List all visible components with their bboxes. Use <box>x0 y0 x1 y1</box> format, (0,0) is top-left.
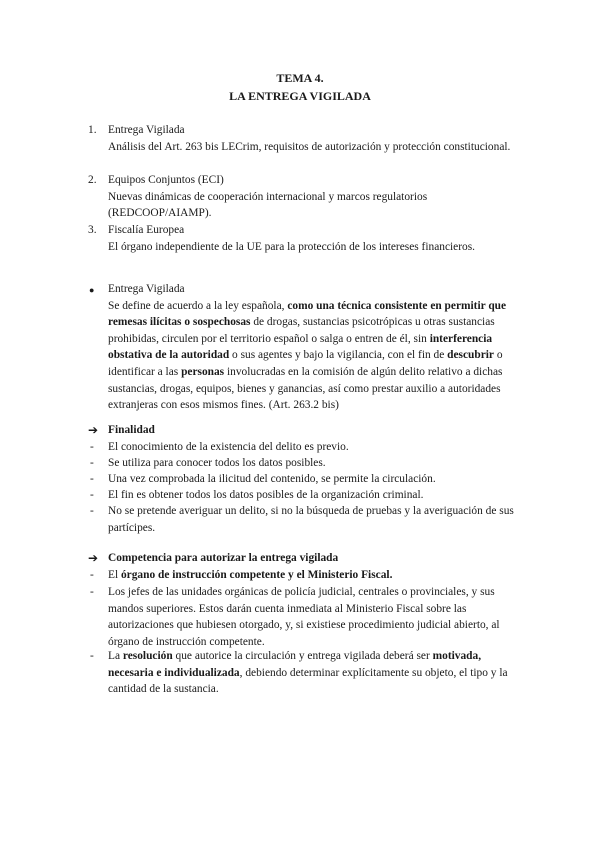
dash-icon: - <box>90 489 94 501</box>
dash-icon: - <box>90 569 94 581</box>
arrow-icon: ➔ <box>88 551 99 565</box>
dash-icon: - <box>90 473 94 485</box>
definition-head: Entrega Vigilada <box>108 283 185 295</box>
outline-num-3: 3. <box>88 224 97 236</box>
finalidad-heading: Finalidad <box>108 424 155 436</box>
dash-icon: - <box>90 586 94 598</box>
outline-head: Fiscalía Europea <box>108 224 185 236</box>
list-item: No se pretende averiguar un delito, si no la búsqueda de pruebas y la averiguación de sus partícipes. <box>108 505 514 534</box>
outline-num-2: 2. <box>88 174 97 186</box>
list-item: El fin es obtener todos los datos posibles de la organización criminal. <box>108 489 424 501</box>
outline-desc: El órgano independiente de la UE para la protección de los intereses financieros. <box>108 240 475 253</box>
outline-item-3 <box>108 222 528 255</box>
outline-num-1: 1. <box>88 124 97 136</box>
outline-head: Entrega Vigilada <box>108 124 185 136</box>
list-item: El conocimiento de la existencia del delito es previo. <box>108 441 349 453</box>
list-item: El órgano de instrucción competente y el Ministerio Fiscal. <box>108 569 393 581</box>
dash-icon: - <box>90 505 94 517</box>
dash-icon: - <box>90 441 94 453</box>
list-item: Se utiliza para conocer todos los datos posibles. <box>108 457 326 469</box>
bullet-icon: ● <box>89 285 95 295</box>
arrow-icon: ➔ <box>88 423 99 437</box>
outline-item-2 <box>108 172 528 222</box>
list-item: La resolución que autorice la circulación y entrega vigilada deberá ser motivada, necesaria e individualizada, debiendo determinar explícitamente su objeto, el tipo y la cantidad de la sustancia. <box>108 650 508 696</box>
list-item: Una vez comprobada la ilicitud del contenido, se permite la circulación. <box>108 473 436 485</box>
title-line-2: LA ENTREGA VIGILADA <box>229 89 371 103</box>
definition-section <box>108 281 526 414</box>
list-item: Los jefes de las unidades orgánicas de policía judicial, centrales o provinciales, y sus mandos superiores. Estos darán cuenta inmediata al Ministerio Fiscal sobre las autorizaciones que hubiesen otorgado, y, si existiese procedimiento judicial abierto, al órgano de instrucción competente. <box>108 586 500 648</box>
outline-desc: Análisis del Art. 263 bis LECrim, requisitos de autorización y protección constitucional. <box>108 140 511 153</box>
title-line-1: TEMA 4. <box>276 71 324 85</box>
outline-head: Equipos Conjuntos (ECI) <box>108 174 224 186</box>
outline-desc: Nuevas dinámicas de cooperación internacional y marcos regulatorios (REDCOOP/AIAMP). <box>108 190 428 220</box>
outline-item-1 <box>108 122 528 155</box>
dash-icon: - <box>90 457 94 469</box>
definition-body: Se define de acuerdo a la ley española, como una técnica consistente en permitir que remesas ilícitas o sospechosas de drogas, sustancias psicotrópicas u otras sustancias prohibidas, circulen por el territorio español o salga o entren de él, sin interferencia obstativa de la autoridad o sus agentes y bajo la vigilancia, con el fin de descubrir o identificar a las personas involucradas en la comisión de algún delito relativo a dichas sustancias, drogas, equipos, bienes y ganancias, así como prestar auxilio a autoridades extranjeras con esos mismos fines. (Art. 263.2 bis) <box>108 299 507 412</box>
competencia-heading: Competencia para autorizar la entrega vigilada <box>108 552 339 564</box>
dash-icon: - <box>90 650 94 662</box>
